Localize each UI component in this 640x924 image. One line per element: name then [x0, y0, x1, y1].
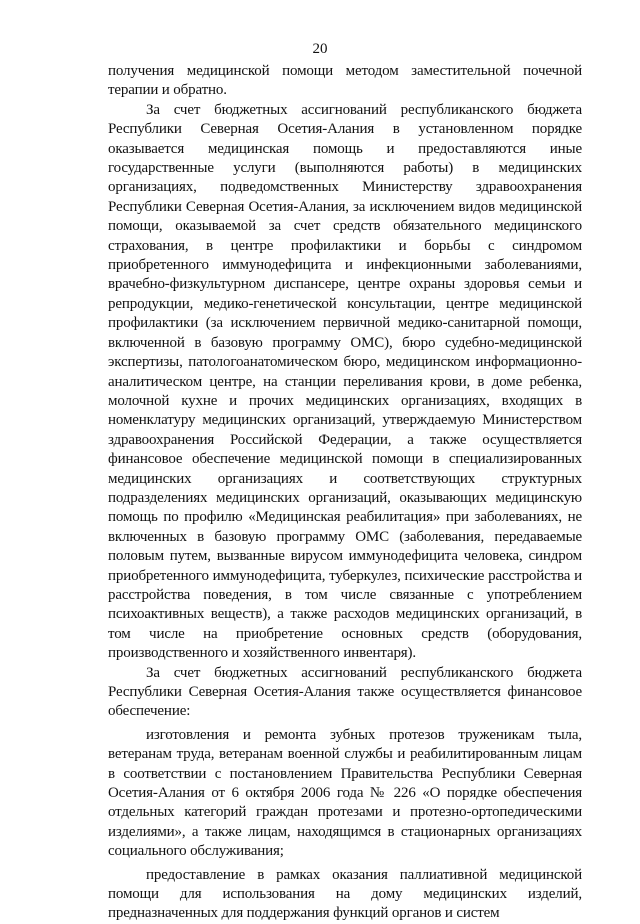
paragraph-additional-funding: За счет бюджетных ассигнований республиканского бюджета Республики Северная Осетия-Алания также осуществляется финансовое обеспечение:	[108, 664, 582, 720]
paragraph-dental-prosthetics: изготовления и ремонта зубных протезов труженикам тыла, ветеранам труда, ветеранам военной службы и реабилитированным лицам в соответствии с постановлением Правительства Республики Северная Осетия-Алания от 6 октября 2006 года № 226 «О порядке обеспечения отдельных категорий граждан протезами и протезно-ортопедическими изделиями», а также лицам, находящимся в стационарных организациях социального обслуживания;	[108, 726, 582, 860]
document-body	[108, 62, 582, 924]
paragraph-continuation: получения медицинской помощи методом заместительной почечной терапии и обратно.	[108, 63, 582, 99]
paragraph-palliative-devices: предоставление в рамках оказания паллиативной медицинской помощи для использования на дому медицинских изделий, предназначенных для поддержания функций органов и систем	[108, 866, 582, 922]
paragraph-budget-funding: За счет бюджетных ассигнований республиканского бюджета Республики Северная Осетия-Алания в установленном порядке оказывается медицинская помощь и предоставляются иные государственные услуги (выполняются работы) в медицинских организациях, подведомственных Министерству здравоохранения Республики Северная Осетия-Алания, за исключением видов медицинской помощи, оказываемой за счет средств обязательного медицинского страхования, в центре профилактики и борьбы с синдромом приобретенного иммунодефицита и инфекционными заболеваниями, врачебно-физкультурном диспансере, центре охраны здоровья семьи и репродукции, медико-генетической консультации, центре медицинской профилактики (за исключением первичной медико-санитарной помощи, включенной в базовую программу ОМС), бюро судебно-медицинской экспертизы, патологоанатомическом бюро, медицинском информационно-аналитическом центре, на станции переливания крови, в доме ребенка, молочной кухне и прочих медицинских организациях, входящих в номенклатуру медицинских организаций, утверждаемую Министерством здравоохранения Российской Федерации, а также осуществляется финансовое обеспечение медицинской помощи в специализированных медицинских организациях и соответствующих структурных подразделениях медицинских организаций, оказывающих медицинскую помощь по профилю «Медицинская реабилитация» при заболеваниях, не включенных в базовую программу ОМС (заболевания, передаваемые половым путем, вызванные вирусом иммунодефицита человека, синдром приобретенного иммунодефицита, туберкулез, психические расстройства и расстройства поведения, в том числе связанные с употреблением психоактивных веществ), а также расходов медицинских организаций, в том числе на приобретение основных средств (оборудования, производственного и хозяйственного инвентаря).	[108, 101, 582, 662]
page-number: 20	[312, 41, 328, 57]
